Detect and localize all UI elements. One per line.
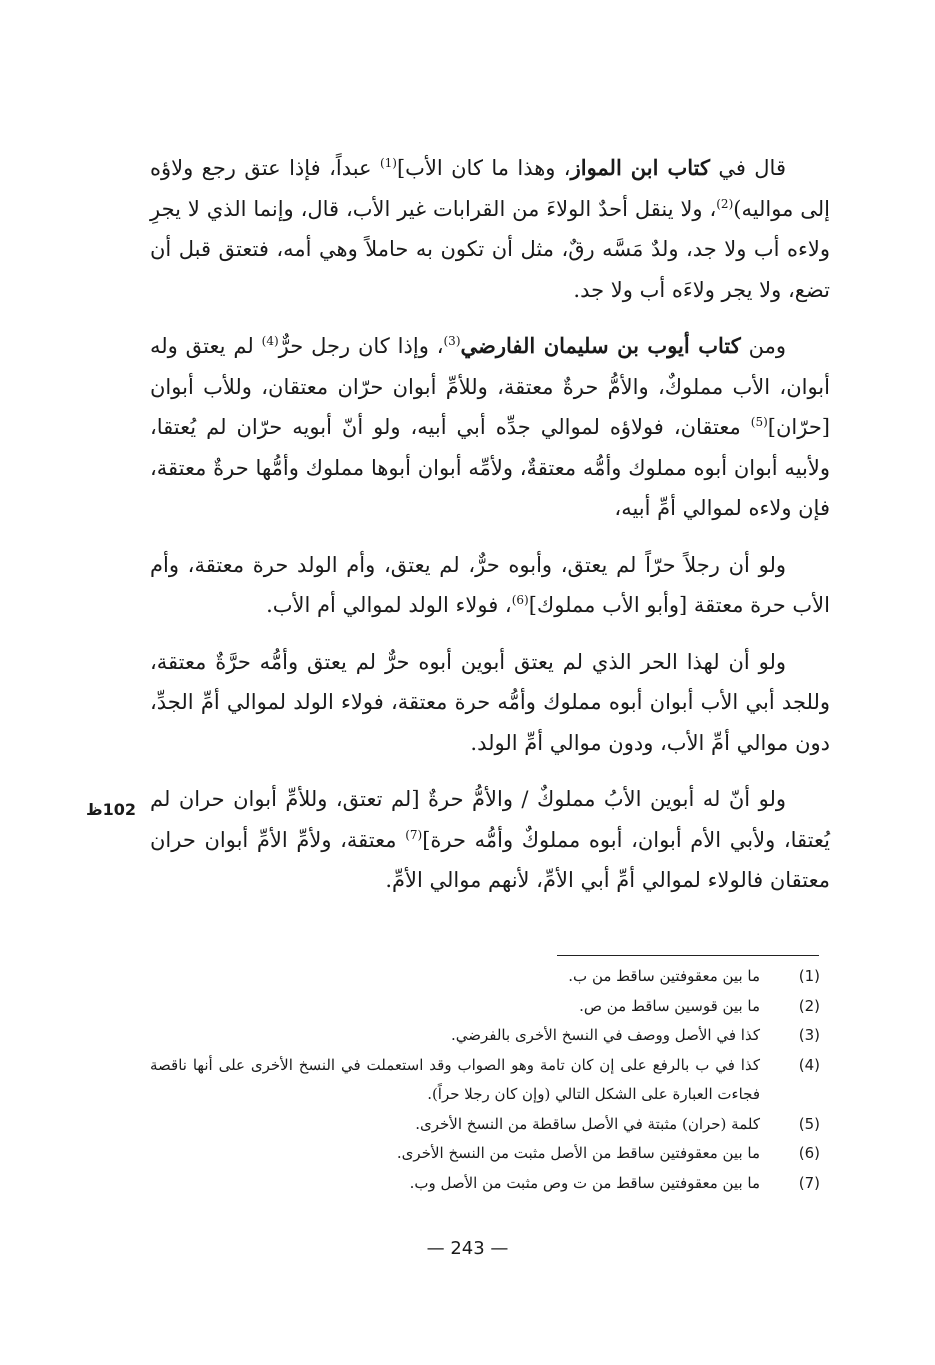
footnote-text: ما بين معقوفتين ساقط من ب. (568, 967, 760, 985)
paragraph-1 (150, 148, 830, 310)
footnote-item (150, 992, 820, 1022)
folio-margin-note: 102ظ (86, 800, 137, 819)
page-number: — 243 — (426, 1238, 509, 1259)
footnote-text: ما بين معقوفتين ساقط من ت وص مثبت من الأصل وب. (409, 1173, 760, 1192)
text-run: معتقان، فولاؤه لموالي جدِّه أبي أبيه، ولو أنّ أبويه حرّان لم يُعتقا، ولأبيه أبوان أبوه مملوك وأمُّه معتقةٌ، ولأمِّه أبوان أبوها مملوك وأمُّها حرةٌ معتقة، فإن ولاءه لموالي أمِّ أبيه، (150, 415, 830, 520)
paragraph-3 (150, 545, 830, 626)
footnote-number: (1) (798, 967, 820, 985)
text-run: لم يعتق وله أبوان، الأب مملوكٌ، والأمُّ حرةٌ معتقة، وللأمِّ أبوان حرّان معتقان، وللأب أبوان [حرّان] (150, 334, 830, 439)
footnote-item (150, 1139, 820, 1169)
footnote-ref: (5) (750, 415, 768, 429)
text-run: ولو أن لهذا الحر الذي لم يعتق أبوين أبوه حرٌّ لم يعتق وأمُّه حرَّةٌ معتقة، وللجد أبي الأب أبوان أبوه مملوك وأمُّه حرة معتقة، فولاء الولد لموالي أمِّ الجدِّ، دون موالي أمِّ الأب، ودون موالي أمِّ الولد. (150, 649, 830, 755)
footnote-number: (3) (798, 1026, 820, 1044)
footnote-ref: (7) (405, 827, 423, 842)
text-run: ، ولا ينقل أحدٌ الولاءَ من القرابات غير الأب، قال، وإنما الذي لا يجرِ ولاءه أب ولا جد، ولدٌ مَسَّه رقٌ، مثل أن تكون به حاملاً وهي أمه، فتعتق قبل أن تضع، ولا يجر ولاءَه أب ولا جد. (150, 196, 830, 302)
main-text (150, 148, 830, 917)
footnote-text: كذا في الأصل ووصف في النسخ الأخرى بالفرضي. (450, 1026, 760, 1044)
footnote-item (150, 962, 820, 992)
text-run: ومن (740, 334, 786, 358)
footnote-ref: (3) (443, 334, 461, 348)
book-title: كتاب ابن المواز (570, 155, 710, 180)
footnote-ref: (6) (511, 593, 529, 607)
footnote-text: كذا في ب بالرفع على إن كان تامة وهو الصواب وقد استعملت في النسخ الأخرى على أنها ناقصة فجاءت العبارة على الشكل التالي (وإن كان رجلا حراً). (150, 1055, 760, 1103)
footnote-ref: (2) (716, 196, 734, 211)
footnote-text: كلمة (حران) مثبتة في الأصل ساقطة من النسخ الأخرى. (415, 1114, 760, 1133)
text-run: ولو أن رجلاً حرّاً لم يعتق، وأبوه حرٌّ، لم يعتق، وأم الولد حرة معتقة، وأم الأب حرة معتقة [وأبو الأب مملوك] (150, 552, 830, 617)
book-title: كتاب أيوب بن سليمان الفارضي (460, 333, 741, 358)
paragraph-2 (150, 326, 830, 529)
footnote-item (150, 1051, 820, 1110)
text-run: ، وإذا كان رجل حرٌّ (278, 334, 444, 358)
footnote-number: (6) (798, 1144, 820, 1162)
text-run: ، فولاء الولد لموالي أم الأب. (266, 593, 512, 617)
text-run: قال في (710, 156, 786, 180)
text-run: ولو أنّ له أبوين الأبُ مملوكٌ / والأمُّ حرةٌ [لم تعتق، وللأمِّ أبوان حران لم يُعتقا، ولأبي الأم أبوان، أبوه مملوكٌ وأمُّه حرة] (150, 787, 830, 852)
text-run: عبداً، فإذا عتق رجع ولاؤه إلى مواليه) (150, 156, 830, 221)
footnote-number: (7) (798, 1173, 820, 1192)
footnote-ref: (4) (261, 334, 279, 348)
text-run: ، وهذا ما كان الأب] (396, 156, 571, 180)
footnote-number: (4) (798, 1055, 820, 1074)
footnote-item (150, 1169, 820, 1199)
paragraph-5 (150, 779, 830, 901)
text-run: معتقة، ولأمِّ الأمِّ أبوان حران معتقان فالولاء لموالي أمِّ أبي الأمِّ، لأنهم موالي الأمِّ. (150, 827, 830, 892)
footnote-item (150, 1021, 820, 1051)
footnote-ref: (1) (379, 156, 397, 170)
footnote-divider (557, 955, 819, 956)
footnote-item (150, 1110, 820, 1140)
footnote-number: (2) (798, 996, 820, 1015)
footnote-number: (5) (798, 1114, 820, 1133)
footnotes (150, 962, 820, 1198)
footnote-text: ما بين معقوفتين ساقط من الأصل مثبت من النسخ الأخرى. (396, 1144, 760, 1162)
paragraph-4 (150, 642, 830, 764)
footnote-text: ما بين قوسين ساقط من ص. (579, 996, 760, 1015)
